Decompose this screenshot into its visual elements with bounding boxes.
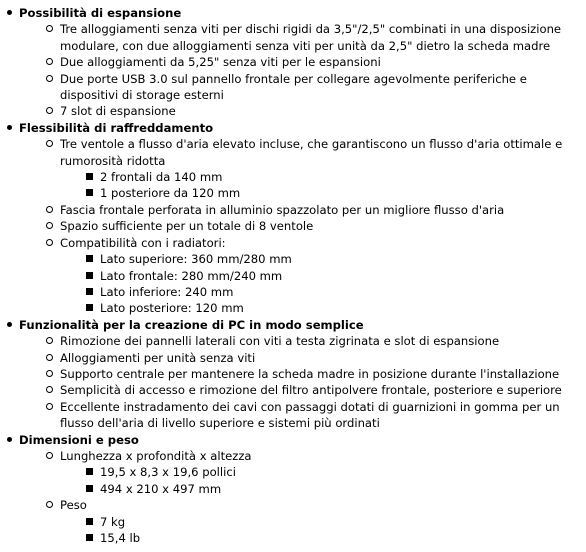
list-item-text: Rimozione dei pannelli laterali con viti a testa zigrinata e slot di espansione — [60, 334, 500, 349]
sub-list — [60, 251, 586, 317]
list-item — [46, 497, 586, 546]
sub-list-item: Lato superiore: 360 mm/280 mm — [86, 251, 586, 267]
section-title: Dimensioni e peso — [19, 432, 139, 447]
section — [6, 5, 586, 120]
sub-list — [60, 514, 586, 547]
list-item — [46, 54, 586, 70]
list-item-text: Spazio sufficiente per un totale di 8 ventole — [60, 219, 314, 234]
sub-list-item: 19,5 x 8,3 x 19,6 pollici — [86, 464, 586, 480]
list-item-text: Lunghezza x profondità x altezza — [60, 448, 252, 463]
sub-list — [60, 464, 586, 497]
list-item-text: Compatibilità con i radiatori: — [60, 235, 226, 250]
sub-list-item: Lato frontale: 280 mm/240 mm — [86, 268, 586, 284]
list-item-text: Tre ventole a flusso d'aria elevato incluse, che garantiscono un flusso d'aria ottimale e rumorosità ridotta — [60, 137, 563, 168]
list-item — [46, 103, 586, 119]
list-item-text: Peso — [60, 498, 87, 513]
sub-list-item: 1 posteriore da 120 mm — [86, 185, 586, 201]
list-item — [46, 333, 586, 349]
list-item-text: Fascia frontale perforata in alluminio spazzolato per un migliore flusso d'aria — [60, 202, 505, 217]
list-item — [46, 136, 586, 202]
section-items — [19, 333, 586, 431]
list-item — [46, 202, 586, 218]
section-title: Flessibilità di raffreddamento — [19, 120, 214, 135]
sub-list-item: 494 x 210 x 497 mm — [86, 481, 586, 497]
sub-list-item: 2 frontali da 140 mm — [86, 169, 586, 185]
list-item — [46, 218, 586, 234]
sub-list-item: Lato posteriore: 120 mm — [86, 300, 586, 316]
list-item — [46, 350, 586, 366]
spec-list — [6, 5, 586, 546]
list-item-text: Supporto centrale per mantenere la scheda madre in posizione durante l'installazione — [60, 366, 560, 381]
section-items — [19, 21, 586, 119]
sub-list-item: Lato inferiore: 240 mm — [86, 284, 586, 300]
list-item — [46, 399, 586, 432]
section — [6, 120, 586, 317]
list-item-text: Due porte USB 3.0 sul pannello frontale per collegare agevolmente periferiche e dispositivi di storage esterni — [60, 71, 527, 103]
list-item — [46, 448, 586, 497]
list-item — [46, 382, 586, 398]
list-item — [46, 71, 586, 104]
sub-list-item: 15,4 lb — [86, 530, 586, 546]
section — [6, 317, 586, 432]
section-title: Funzionalità per la creazione di PC in modo semplice — [19, 317, 364, 332]
section-title: Possibilità di espansione — [19, 6, 182, 20]
list-item-text: Eccellente instradamento dei cavi con passaggi dotati di guarnizioni in gomma per un flusso dell'aria di livello superiore e sistemi più ordinati — [60, 399, 560, 431]
section — [6, 432, 586, 547]
section-items — [19, 136, 586, 316]
list-item-text: Alloggiamenti per unità senza viti — [60, 350, 256, 365]
list-item-text: 7 slot di espansione — [60, 104, 176, 119]
list-item-text: Semplicità di accesso e rimozione del filtro antipolvere frontale, posteriore e superiore — [60, 383, 562, 398]
list-item-text: Due alloggiamenti da 5,25" senza viti per le espansioni — [60, 55, 381, 70]
list-item — [46, 366, 586, 382]
sub-list-item: 7 kg — [86, 514, 586, 530]
list-item-text: Tre alloggiamenti senza viti per dischi rigidi da 3,5"/2,5" combinati in una disposizione modulare, con due alloggiamenti senza viti per unità da 2,5" dietro la scheda madre — [60, 22, 562, 53]
list-item — [46, 21, 586, 54]
sub-list — [60, 169, 586, 202]
list-item — [46, 235, 586, 317]
section-items — [19, 448, 586, 546]
